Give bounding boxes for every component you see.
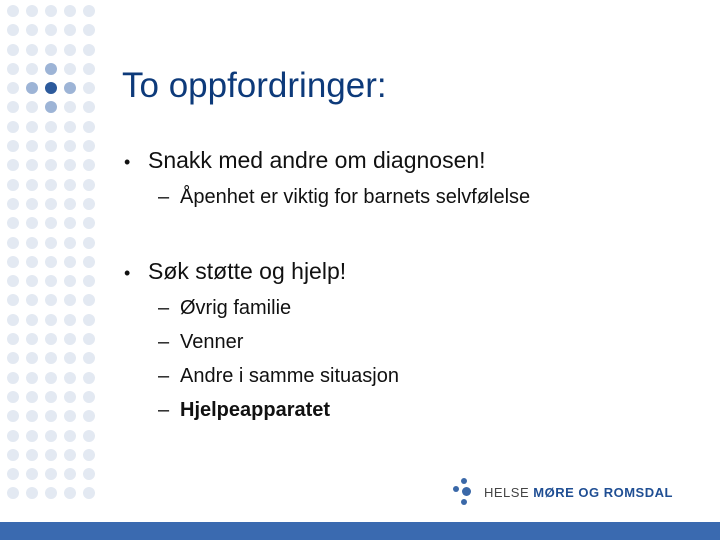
bullet-marker: • xyxy=(124,152,131,172)
decorative-dot xyxy=(64,391,76,403)
decorative-dot xyxy=(26,44,38,56)
decorative-dot xyxy=(83,352,95,364)
decorative-dot xyxy=(64,314,76,326)
decorative-dot xyxy=(83,391,95,403)
decorative-dot xyxy=(64,275,76,287)
decorative-dot xyxy=(7,198,19,210)
decorative-dot xyxy=(26,391,38,403)
decorative-dot xyxy=(64,294,76,306)
decorative-dot xyxy=(7,179,19,191)
decorative-dot xyxy=(45,314,57,326)
decorative-dot xyxy=(45,410,57,422)
decorative-dot xyxy=(26,82,38,94)
decorative-dot xyxy=(7,314,19,326)
decorative-dot xyxy=(26,449,38,461)
sub-item-text: Øvrig familie xyxy=(180,297,292,319)
bullet-item xyxy=(124,147,684,174)
decorative-dot xyxy=(26,487,38,499)
decorative-dot xyxy=(45,352,57,364)
decorative-dot xyxy=(45,121,57,133)
decorative-dot xyxy=(64,237,76,249)
decorative-dot xyxy=(7,449,19,461)
decorative-dot xyxy=(64,372,76,384)
sub-item-text: Åpenhet er viktig for barnets selvfølelse xyxy=(180,186,531,208)
decorative-dot xyxy=(45,256,57,268)
decorative-dot xyxy=(83,468,95,480)
decorative-dot xyxy=(45,294,57,306)
slide-title: To oppfordringer: xyxy=(122,66,387,105)
decorative-dot xyxy=(83,275,95,287)
decorative-dot xyxy=(26,410,38,422)
decorative-dot xyxy=(45,5,57,17)
decorative-dot xyxy=(64,159,76,171)
decorative-dot xyxy=(83,333,95,345)
decorative-dot xyxy=(45,430,57,442)
decorative-dot xyxy=(64,430,76,442)
decorative-dot xyxy=(83,24,95,36)
decorative-dot xyxy=(7,217,19,229)
slide-content xyxy=(124,147,684,471)
decorative-dot xyxy=(45,237,57,249)
decorative-dot xyxy=(64,121,76,133)
decorative-dot xyxy=(7,63,19,75)
decorative-dot xyxy=(83,101,95,113)
sub-item xyxy=(158,297,684,331)
decorative-dot xyxy=(7,372,19,384)
decorative-dot xyxy=(83,5,95,17)
decorative-dot xyxy=(45,44,57,56)
decorative-dot xyxy=(64,198,76,210)
decorative-dot xyxy=(26,237,38,249)
decorative-dot xyxy=(64,24,76,36)
decorative-dot xyxy=(7,44,19,56)
dash-marker: – xyxy=(158,365,170,387)
decorative-dot-grid xyxy=(0,0,114,522)
decorative-dot xyxy=(26,63,38,75)
decorative-dot xyxy=(26,101,38,113)
decorative-dot xyxy=(45,198,57,210)
bullet-marker: • xyxy=(124,263,131,283)
decorative-dot xyxy=(7,294,19,306)
decorative-dot xyxy=(64,410,76,422)
decorative-dot xyxy=(26,140,38,152)
decorative-dot xyxy=(7,140,19,152)
decorative-dot xyxy=(7,121,19,133)
decorative-dot xyxy=(45,333,57,345)
decorative-dot xyxy=(83,256,95,268)
footer-bar xyxy=(0,522,720,540)
decorative-dot xyxy=(26,5,38,17)
decorative-dot xyxy=(64,179,76,191)
decorative-dot xyxy=(64,63,76,75)
decorative-dot xyxy=(45,217,57,229)
helse-more-og-romsdal-logo xyxy=(452,478,673,506)
decorative-dot xyxy=(64,449,76,461)
logo-text-part2: MØRE OG ROMSDAL xyxy=(533,484,673,500)
decorative-dot xyxy=(7,487,19,499)
decorative-dot xyxy=(83,449,95,461)
decorative-dot xyxy=(64,468,76,480)
decorative-dot xyxy=(64,256,76,268)
decorative-dot xyxy=(26,24,38,36)
sub-item-text: Andre i samme situasjon xyxy=(180,365,399,387)
sub-item-text: Hjelpeapparatet xyxy=(180,399,331,421)
decorative-dot xyxy=(26,352,38,364)
decorative-dot xyxy=(45,63,57,75)
sub-item xyxy=(158,399,684,433)
decorative-dot xyxy=(26,468,38,480)
decorative-dot xyxy=(7,101,19,113)
bullet-item xyxy=(124,258,684,285)
sub-item xyxy=(158,331,684,365)
decorative-dot xyxy=(7,468,19,480)
bullet-text: Søk støtte og hjelp! xyxy=(148,258,347,284)
decorative-dot xyxy=(83,159,95,171)
dash-marker: – xyxy=(158,186,170,208)
decorative-dot xyxy=(64,487,76,499)
sub-list xyxy=(158,297,684,433)
bullet-text: Snakk med andre om diagnosen! xyxy=(148,147,486,173)
decorative-dot xyxy=(45,449,57,461)
logo-text-part1: HELSE xyxy=(484,484,534,500)
decorative-dot xyxy=(83,198,95,210)
decorative-dot xyxy=(45,468,57,480)
decorative-dot xyxy=(7,24,19,36)
decorative-dot xyxy=(26,256,38,268)
decorative-dot xyxy=(26,217,38,229)
decorative-dot xyxy=(7,237,19,249)
decorative-dot xyxy=(26,275,38,287)
decorative-dot xyxy=(83,487,95,499)
decorative-dot xyxy=(7,410,19,422)
decorative-dot xyxy=(45,159,57,171)
decorative-dot xyxy=(45,372,57,384)
decorative-dot xyxy=(64,333,76,345)
decorative-dot xyxy=(83,372,95,384)
decorative-dot xyxy=(83,237,95,249)
decorative-dot xyxy=(83,410,95,422)
decorative-dot xyxy=(45,179,57,191)
decorative-dot xyxy=(83,121,95,133)
decorative-dot xyxy=(83,140,95,152)
decorative-dot xyxy=(7,5,19,17)
decorative-dot xyxy=(26,372,38,384)
decorative-dot xyxy=(7,82,19,94)
decorative-dot xyxy=(26,333,38,345)
sub-item xyxy=(158,365,684,399)
decorative-dot xyxy=(64,352,76,364)
decorative-dot xyxy=(83,294,95,306)
decorative-dot xyxy=(26,159,38,171)
decorative-dot xyxy=(7,333,19,345)
dash-marker: – xyxy=(158,331,170,353)
decorative-dot xyxy=(45,101,57,113)
decorative-dot xyxy=(83,314,95,326)
decorative-dot xyxy=(64,101,76,113)
dash-marker: – xyxy=(158,297,170,319)
decorative-dot xyxy=(26,294,38,306)
decorative-dot xyxy=(45,82,57,94)
decorative-dot xyxy=(83,179,95,191)
sub-item-text: Venner xyxy=(180,331,244,353)
decorative-dot xyxy=(45,140,57,152)
decorative-dot xyxy=(7,430,19,442)
decorative-dot xyxy=(26,198,38,210)
decorative-dot xyxy=(64,44,76,56)
decorative-dot xyxy=(7,352,19,364)
decorative-dot xyxy=(45,24,57,36)
decorative-dot xyxy=(7,256,19,268)
decorative-dot xyxy=(64,217,76,229)
decorative-dot xyxy=(45,391,57,403)
logo-text xyxy=(484,485,673,500)
decorative-dot xyxy=(64,82,76,94)
decorative-dot xyxy=(45,487,57,499)
decorative-dot xyxy=(26,314,38,326)
decorative-dot xyxy=(7,159,19,171)
decorative-dot xyxy=(83,430,95,442)
decorative-dot xyxy=(45,275,57,287)
decorative-dot xyxy=(26,179,38,191)
sub-list xyxy=(158,186,684,220)
sub-item xyxy=(158,186,684,220)
logo-dots-icon xyxy=(452,478,476,506)
dash-marker: – xyxy=(158,399,170,421)
decorative-dot xyxy=(83,44,95,56)
decorative-dot xyxy=(26,121,38,133)
decorative-dot xyxy=(83,82,95,94)
decorative-dot xyxy=(83,63,95,75)
decorative-dot xyxy=(64,140,76,152)
decorative-dot xyxy=(7,391,19,403)
decorative-dot xyxy=(83,217,95,229)
decorative-dot xyxy=(7,275,19,287)
decorative-dot xyxy=(26,430,38,442)
decorative-dot xyxy=(64,5,76,17)
